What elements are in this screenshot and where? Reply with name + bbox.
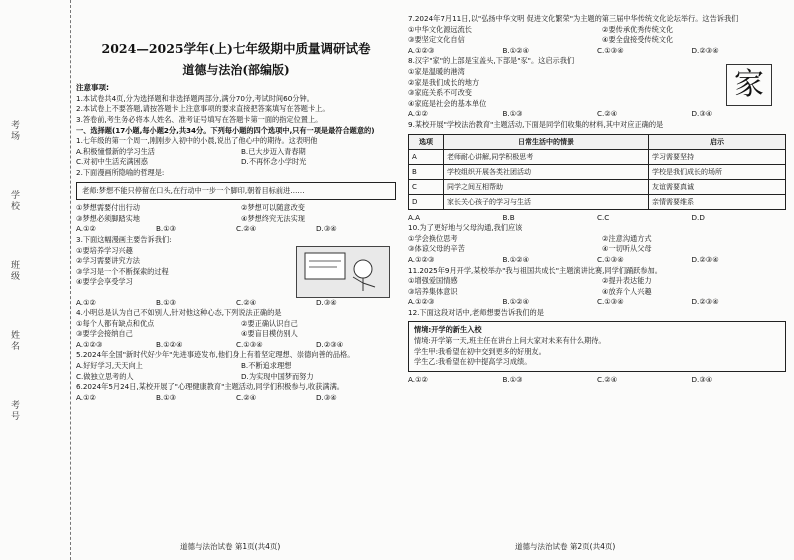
table-row (409, 179, 786, 194)
table-header: 日常生活中的情景 (444, 134, 649, 149)
statement: ①梦想需要付出行动 (76, 203, 140, 213)
question-4: 4.小明总是认为自己不如别人,针对他这种心态,下列说法正确的是 (76, 308, 282, 318)
binding-label-school: 学校 (9, 190, 19, 212)
statement: ①要培养学习兴趣 (76, 245, 133, 255)
question-4-statements (76, 319, 396, 340)
table-row (409, 194, 786, 209)
question-1: 1.七年级的第一个周一,刚刚步入初中的小晨,说出了他心中的期待。这表明他 (76, 136, 318, 146)
question-3-block (76, 246, 396, 298)
question-9-table (408, 134, 786, 210)
answer-choice: D.③④ (316, 297, 337, 307)
statement: ④梦想终究无法实现 (241, 213, 305, 223)
option: B.已大步迈入青春期 (241, 146, 306, 156)
page-footer-left: 道德与法治试卷 第1页(共4页) (180, 542, 281, 551)
answer-choice: C.①③④ (236, 339, 263, 349)
material-line: 学生乙:我希望在初中提高学习成绩。 (414, 357, 532, 367)
right-column (408, 14, 786, 385)
answer-choice: D.③④ (316, 224, 337, 234)
answer-choice: A.①② (76, 392, 96, 402)
question-7: 7.2024年7月11日,以"弘扬中华文明 促进文化繁荣"为主题的第三届中华传统文化论坛举行。这告诉我们 (408, 14, 739, 23)
question-5-options (76, 361, 396, 382)
question-10-statements (408, 234, 786, 255)
answer-choice: B.①③ (502, 374, 523, 384)
binding-label-name: 姓名 (9, 330, 19, 352)
question-3-answers (76, 298, 396, 309)
question-6: 6.2024年5月24日,某校开展了"心理健康教育"主题活动,同学们积极参与,收获满满。 (76, 382, 344, 392)
statement: ②家是我们成长的地方 (408, 77, 480, 87)
question-1-options (76, 147, 396, 168)
answer-choice: A.①② (408, 109, 428, 119)
question-12: 12.下面这段对话中,老师想要告诉我们的是 (408, 307, 544, 317)
binding-margin (0, 0, 71, 560)
table-cell: A (409, 149, 444, 164)
binding-label-exam-room: 考场 (9, 120, 19, 142)
answer-choice: D.②③④ (691, 254, 719, 264)
notice-item: 1.本试卷共4页,分为选择题和非选择题两部分,满分70分,考试时间60分钟。 (76, 93, 314, 103)
question-9-answers (408, 213, 786, 224)
answer-choice: C.②④ (236, 297, 257, 307)
table-row (409, 164, 786, 179)
statement: ④要学会享受学习 (76, 277, 133, 287)
answer-choice: B.①③ (156, 224, 177, 234)
question-5: 5.2024年全国"新时代好少年"先进事迹发布,他们身上有着坚定理想、崇德向善的品格。 (76, 350, 355, 360)
answer-choice: B.①③ (156, 297, 177, 307)
material-box-title: 情境:开学的新生入校 (414, 325, 482, 335)
question-8-answers (408, 109, 786, 120)
statement: ②要正确认识自己 (241, 318, 298, 328)
statement: ①中华文化源远流长 (408, 24, 472, 34)
notice-item: 3.答卷前,考生务必将本人姓名、准考证号填写在答题卡第一面的指定位置上。 (76, 114, 323, 124)
table-cell: B (409, 164, 444, 179)
statement: ③梦想必须脚踏实地 (76, 213, 140, 223)
option: A.积极憧憬新的学习生活 (76, 146, 155, 156)
answer-choice: A.①② (76, 224, 96, 234)
statement: ③要坚定文化自信 (408, 35, 465, 45)
table-cell: 学校组织开展各类社团活动 (444, 164, 649, 179)
left-column (76, 14, 396, 403)
answer-choice: A.①②③ (408, 254, 435, 264)
statement: ④要全盘接受传统文化 (602, 35, 674, 45)
question-6-answers (76, 393, 396, 404)
answer-choice: C.①③④ (597, 45, 624, 55)
question-12-material-box (408, 321, 786, 371)
statement: ④放弃个人兴趣 (602, 286, 652, 296)
notice-title: 注意事项: (76, 83, 109, 93)
question-2-answers (76, 224, 396, 235)
answer-choice: A.①②③ (76, 339, 103, 349)
answer-choice: C.②④ (597, 374, 618, 384)
answer-choice: B.B (502, 212, 515, 222)
cartoon-illustration (296, 246, 390, 298)
answer-choice: D.D (691, 212, 705, 222)
option: A.好好学习,天天向上 (76, 361, 143, 371)
answer-choice: A.①②③ (408, 45, 435, 55)
option: C.对初中生活充满困惑 (76, 157, 148, 167)
question-10: 10.为了更好地与父母沟通,我们应该 (408, 223, 523, 233)
answer-choice: C.②④ (597, 109, 618, 119)
question-11-answers (408, 297, 786, 308)
question-2-statements (76, 203, 396, 224)
exam-subtitle: 道德与法治(部编版) (182, 62, 290, 77)
question-2-material-box: 老师:梦想不能只停留在口头,在行动中一步一个脚印,朝着目标前进…… (76, 182, 396, 201)
answer-choice: D.②③④ (691, 297, 719, 307)
table-header: 启示 (649, 134, 786, 149)
statement: ②提升表达能力 (602, 276, 652, 286)
question-11: 11.2025年9月开学,某校举办"我与祖国共成长"主题演讲比赛,同学们踊跃参加。 (408, 265, 662, 275)
question-4-answers (76, 340, 396, 351)
table-cell: 学校是我们成长的场所 (649, 164, 786, 179)
statement: ④一切听从父母 (602, 244, 652, 254)
answer-choice: B.①③ (502, 109, 523, 119)
statement: ③体谅父母的辛苦 (408, 244, 465, 254)
table-header-row (409, 134, 786, 149)
answer-choice: D.③④ (691, 374, 713, 384)
answer-choice: C.②④ (236, 224, 257, 234)
family-character-glyph: 家 (726, 64, 772, 106)
statement: ②梦想可以随意改变 (241, 203, 305, 213)
question-11-statements (408, 276, 786, 297)
statement: ③培养集体意识 (408, 286, 458, 296)
question-7-answers (408, 46, 786, 57)
binding-label-class: 班级 (9, 260, 19, 282)
table-cell: 家长关心孩子的学习与生活 (444, 194, 649, 209)
question-8: 8.汉字"家"的上部是宝盖头,下部是"豕"。这启示我们 (408, 56, 575, 66)
answer-choice: D.③④ (691, 109, 713, 119)
answer-choice: B.①②④ (156, 339, 183, 349)
answer-choice: A.①② (76, 297, 96, 307)
question-2: 2.下面漫画所隐喻的哲理是: (76, 167, 165, 177)
question-7-statements (408, 25, 786, 46)
statement: ①增强爱国情感 (408, 276, 458, 286)
answer-choice: C.②④ (236, 392, 257, 402)
question-3: 3.下面这幅漫画主要告诉我们: (76, 234, 172, 244)
answer-choice: A.①②③ (408, 297, 435, 307)
answer-choice: D.②③④ (316, 339, 344, 349)
question-8-block (408, 56, 786, 109)
statement: ②注意沟通方式 (602, 233, 652, 243)
statement: ③学习是一个不断探索的过程 (76, 266, 169, 276)
cartoon-drawing-icon (297, 247, 389, 297)
option: D.不再怀念小学时光 (241, 157, 307, 167)
table-cell: 老师耐心讲解,同学积极思考 (444, 149, 649, 164)
exam-title: 2024—2025学年(上)七年级期中质量调研试卷 (101, 41, 371, 56)
answer-choice: B.①②④ (502, 297, 530, 307)
table-header: 选项 (409, 134, 444, 149)
question-10-answers (408, 255, 786, 266)
table-row (409, 149, 786, 164)
answer-choice: C.①③④ (597, 297, 624, 307)
answer-choice: B.①③ (156, 392, 177, 402)
question-12-answers (408, 375, 786, 386)
answer-choice: A.①② (408, 374, 428, 384)
statement: ②学习需要讲究方法 (76, 256, 140, 266)
option: D.为实现中国梦而努力 (241, 371, 314, 381)
table-cell: 友谊需要真诚 (649, 179, 786, 194)
table-cell: D (409, 194, 444, 209)
statement: ③家庭关系不可改变 (408, 88, 472, 98)
answer-choice: B.①②④ (502, 45, 530, 55)
answer-choice: D.③④ (316, 392, 337, 402)
answer-choice: D.②③④ (691, 45, 719, 55)
statement: ③要学会接纳自己 (76, 329, 133, 339)
statement: ①家是温暖的港湾 (408, 66, 465, 76)
statement: ④要盲目模仿别人 (241, 329, 298, 339)
answer-choice: C.C (597, 212, 610, 222)
material-line: 学生甲:我希望在初中交到更多的好朋友。 (414, 346, 546, 356)
table-cell: 同学之间互相帮助 (444, 179, 649, 194)
statement: ①学会换位思考 (408, 233, 458, 243)
question-9: 9.某校开展"学校法治教育"主题活动,下面是同学们收集的材料,其中对应正确的是 (408, 119, 664, 129)
table-cell: 学习需要坚持 (649, 149, 786, 164)
notice-item: 2.本试卷上不要答题,请按答题卡上注意事项的要求直接把答案填写在答题卡上。 (76, 104, 330, 114)
statement: ④家庭是社会的基本单位 (408, 98, 487, 108)
option: B.不断追求理想 (241, 361, 292, 371)
table-cell: C (409, 179, 444, 194)
answer-choice: C.①③④ (597, 254, 624, 264)
answer-choice: B.①②④ (502, 254, 530, 264)
material-line: 情境:开学第一天,班主任在讲台上问大家对未来有什么期待。 (414, 336, 606, 346)
table-cell: 亲情需要维系 (649, 194, 786, 209)
option: C.做独立思考的人 (76, 371, 134, 381)
answer-choice: A.A (408, 212, 420, 222)
section-one-heading: 一、选择题(17小题,每小题2分,共34分。下列每小题的四个选项中,只有一项是最符合题意的) (76, 125, 375, 135)
statement: ①每个人都有缺点和优点 (76, 318, 155, 328)
question-3-statements (76, 246, 281, 288)
statement: ②要传承优秀传统文化 (602, 24, 674, 34)
page-footer-right: 道德与法治试卷 第2页(共4页) (515, 542, 616, 551)
question-8-text-area (408, 56, 708, 109)
binding-label-exam-number: 考号 (9, 400, 19, 422)
